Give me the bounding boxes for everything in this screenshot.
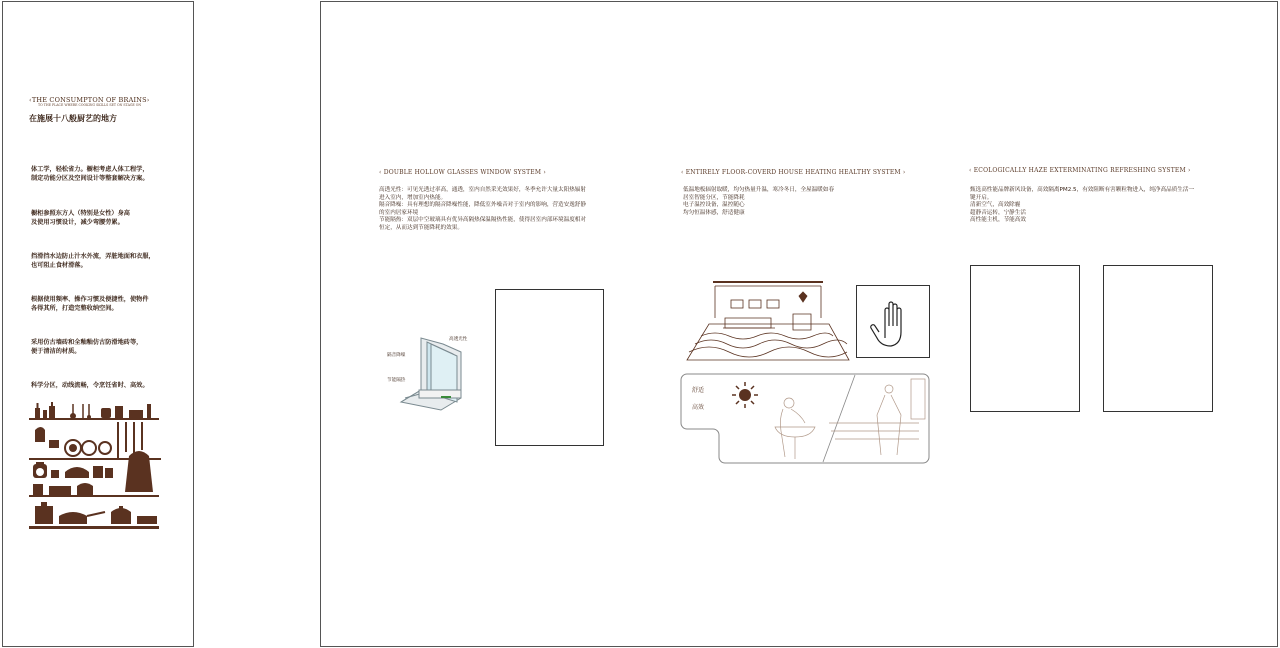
kitchen-illustration [29, 400, 161, 532]
feature-paragraph [31, 381, 181, 390]
body-line: 低温地板辐射取暖，均匀热量升温，寒冷冬日，全屋温暖如春 [683, 187, 835, 193]
brand-subtitle: TO THE PLACE WHERE COOKING SKILLS SET ON STAGE ON [38, 103, 142, 107]
feature-line: 也可阻止食材滑落。 [31, 262, 87, 269]
feature-line: 采用仿古墙砖和全釉釉仿古防滑地砖等， [31, 339, 143, 346]
feature-line: 根据使用频率、操作习惯及便捷性，使物件 [31, 296, 149, 303]
label-efficient: 高效 [692, 404, 705, 411]
body-line: 键开启。 [970, 194, 993, 201]
feature-paragraph [31, 252, 181, 270]
body-line: 超静音运转，宁静生活 [970, 209, 1026, 216]
right-board-panel [320, 1, 1278, 647]
body-line: 进入室内，增加室内热能。 [379, 194, 447, 201]
section-title-heating: ‹ ENTIRELY FLOOR-COVERD HOUSE HEATING HEALTHY SYSTEM › [681, 169, 906, 176]
left-banner-panel [2, 1, 194, 647]
body-line: 甄选高性能品牌新风设备，高效隔离PM2.5，有效阻断有害颗粒物进入，纯净高品质生活一 [970, 187, 1195, 193]
body-line: 恒定，从而达到节能降耗的效果。 [379, 224, 463, 231]
feature-line: 体工学，轻松省力。橱柜考虑人体工程学， [31, 166, 149, 173]
body-line: 居室智能分区，节能降耗 [683, 194, 745, 201]
brand-title: ‹THE CONSUMPTON OF BRAINS› [29, 96, 150, 104]
image-placeholder-box [1103, 265, 1213, 412]
section-body-fresh-air [970, 187, 1220, 225]
label-energy-saving: 节能隔热 [387, 378, 406, 383]
body-line: 的室内居家环境 [379, 209, 419, 216]
image-placeholder-box [495, 289, 604, 446]
section-title-text: DOUBLE HOLLOW GLASSES WINDOW SYSTEM [383, 169, 542, 176]
image-placeholder-box [970, 265, 1080, 412]
section-title-fresh-air: ‹ ECOLOGICALLY HAZE EXTERMINATING REFRESHING SYSTEM › [969, 167, 1191, 174]
feature-line: 各得其所，打造完整收纳空间。 [31, 305, 118, 312]
window-frame-illustration [391, 332, 471, 412]
feature-paragraph [31, 338, 181, 356]
section-body-heating [683, 187, 903, 217]
label-light-transmission: 高透光性 [449, 337, 468, 342]
brand-chinese-title: 在施展十八般厨艺的地方 [29, 114, 117, 123]
brand-title-text: THE CONSUMPTON OF BRAINS [31, 96, 147, 104]
section-body-window [379, 187, 609, 233]
section-title-text: ECOLOGICALLY HAZE EXTERMINATING REFRESHING SYSTEM [973, 167, 1186, 174]
comfort-panel [679, 373, 931, 467]
floor-heating-illustration [685, 278, 851, 362]
feature-paragraph [31, 295, 181, 313]
body-line: 均匀恒温体感，舒适健康 [683, 209, 745, 216]
feature-line: 便于清洁的材质。 [31, 348, 81, 355]
body-line: 隔音降噪：具有理想的隔音降噪性能，降低室外噪音对于室内的影响，营造安逸舒静 [379, 202, 586, 209]
feature-paragraph [31, 165, 181, 183]
hand-icon-box [856, 285, 930, 358]
body-line: 高性能主机，节能高效 [970, 217, 1026, 224]
label-comfort: 舒适 [692, 387, 705, 394]
section-title-text: ENTIRELY FLOOR-COVERD HOUSE HEATING HEALTHY SYSTEM [685, 169, 901, 176]
section-title-window: ‹ DOUBLE HOLLOW GLASSES WINDOW SYSTEM › [379, 169, 546, 176]
label-sound-insulation: 隔音降噪 [387, 353, 406, 358]
feature-line: 科学分区，动线流畅，令烹饪省时、高效。 [31, 382, 149, 389]
feature-line: 挡滑挡水边防止汁水外流，弄脏地面和衣服， [31, 253, 155, 260]
body-line: 高透光性：可见光透过率高，通透，室内自然采光效果好，冬季允许大量太阳热辐射 [379, 187, 586, 193]
feature-line: 及使用习惯设计，减少弯腰劳累。 [31, 219, 124, 226]
body-line: 清新空气，高效除霾 [970, 202, 1021, 209]
feature-paragraph [31, 209, 181, 227]
feature-line: 制定功能分区及空间设计等整套解决方案。 [31, 175, 149, 182]
body-line: 节能隔热：双层中空玻璃具有优异高隔热保温隔热性能，使得居室内部环境温度相对 [379, 217, 586, 224]
feature-line: 橱柜参照东方人（特别是女性）身高 [31, 210, 130, 217]
hand-icon [857, 286, 929, 357]
body-line: 电子温控设备，温控随心 [683, 202, 745, 209]
